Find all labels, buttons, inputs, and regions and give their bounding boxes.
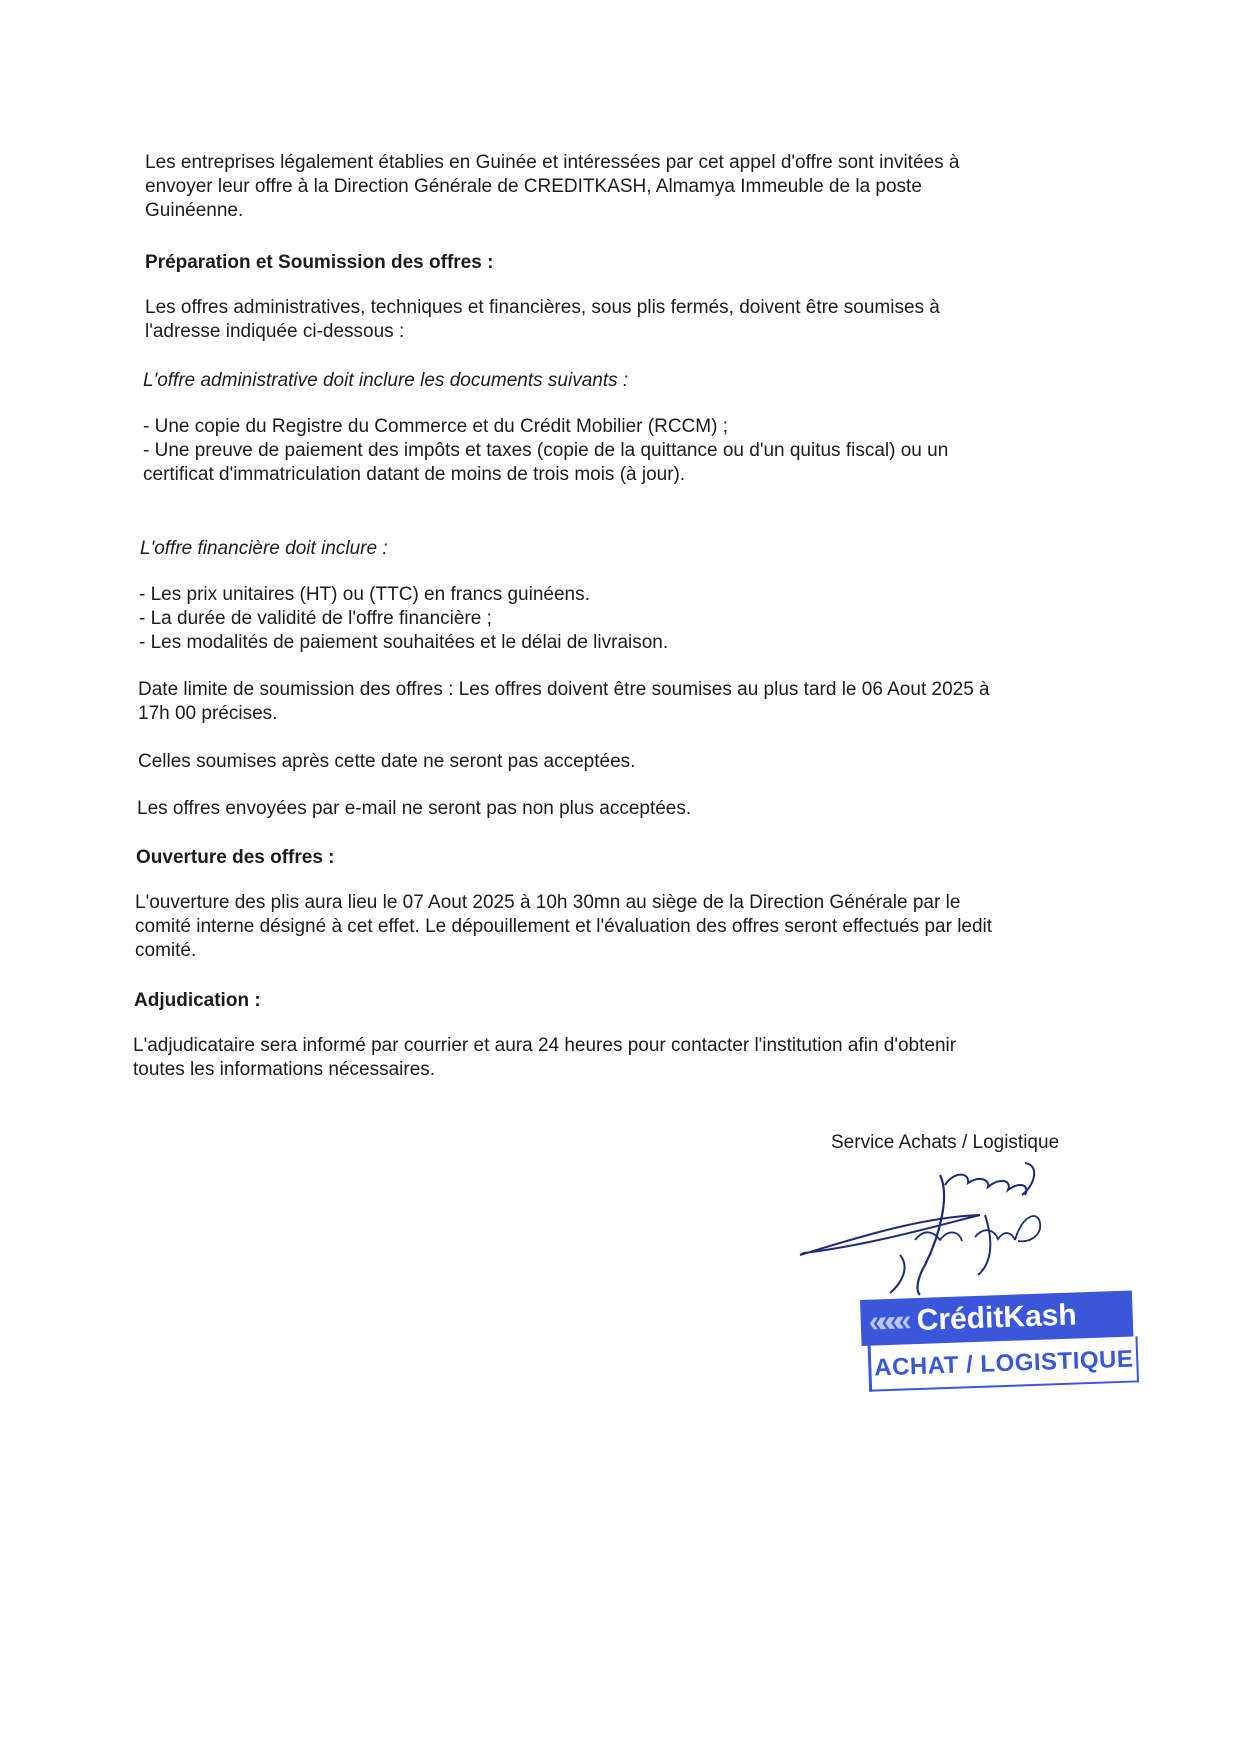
award-paragraph bbox=[133, 1034, 956, 1082]
text-line: Les offres administratives, techniques et financières, sous plis fermés, doivent être soumises à bbox=[145, 297, 940, 318]
preparation-paragraph bbox=[145, 296, 940, 344]
opening-paragraph bbox=[135, 891, 992, 963]
text-line: Date limite de soumission des offres : Les offres doivent être soumises au plus tard le 06 Aout 2025 à bbox=[138, 679, 990, 700]
deadline-paragraph bbox=[138, 678, 990, 726]
text-line: L'adjudicataire sera informé par courrier et aura 24 heures pour contacter l'institution afin d'obtenir bbox=[133, 1035, 957, 1056]
award-heading: Adjudication : bbox=[134, 990, 261, 1011]
list-item: - Une copie du Registre du Commerce et du Crédit Mobilier (RCCM) ; bbox=[143, 416, 728, 437]
administrative-list bbox=[143, 415, 948, 487]
text-line: Les entreprises légalement établies en Guinée et intéressées par cet appel d'offre sont invitées à bbox=[145, 152, 960, 173]
email-notice: Les offres envoyées par e-mail ne seront pas non plus acceptées. bbox=[137, 798, 692, 819]
list-item: - Les prix unitaires (HT) ou (TTC) en francs guinéens. bbox=[139, 584, 590, 605]
stamp-brand-text: CréditKash bbox=[916, 1298, 1078, 1338]
text-line: 17h 00 précises. bbox=[138, 703, 278, 724]
late-submission-notice: Celles soumises après cette date ne seront pas acceptées. bbox=[138, 751, 636, 772]
stamp-department-text: ACHAT / LOGISTIQUE bbox=[868, 1336, 1139, 1391]
list-item: - Les modalités de paiement souhaitées et le délai de livraison. bbox=[139, 632, 669, 653]
handwritten-signature bbox=[790, 1155, 1070, 1305]
text-line: comité interne désigné à cet effet. Le dépouillement et l'évaluation des offres seront effectués par ledit bbox=[135, 916, 993, 937]
text-line: envoyer leur offre à la Direction Générale de CREDITKASH, Almamya Immeuble de la poste bbox=[145, 176, 922, 197]
list-item: certificat d'immatriculation datant de moins de trois mois (à jour). bbox=[143, 464, 686, 485]
text-line: toutes les informations nécessaires. bbox=[133, 1059, 436, 1080]
preparation-heading: Préparation et Soumission des offres : bbox=[145, 252, 494, 273]
financial-heading: L'offre financière doit inclure : bbox=[140, 538, 388, 559]
text-line: Guinéenne. bbox=[145, 200, 244, 221]
company-stamp bbox=[860, 1290, 1143, 1400]
chevron-logo-icon: «««« bbox=[868, 1304, 905, 1339]
text-line: l'adresse indiquée ci-dessous : bbox=[145, 321, 405, 342]
service-signature-label: Service Achats / Logistique bbox=[831, 1132, 1060, 1153]
text-line: comité. bbox=[135, 940, 197, 961]
financial-list bbox=[139, 583, 668, 655]
intro-paragraph bbox=[145, 151, 959, 223]
administrative-heading: L'offre administrative doit inclure les documents suivants : bbox=[143, 370, 629, 391]
list-item: - La durée de validité de l'offre financière ; bbox=[139, 608, 492, 629]
text-line: L'ouverture des plis aura lieu le 07 Aout 2025 à 10h 30mn au siège de la Direction Générale par le bbox=[135, 892, 961, 913]
list-item: - Une preuve de paiement des impôts et taxes (copie de la quittance ou d'un quitus fiscal) ou un bbox=[143, 440, 949, 461]
opening-heading: Ouverture des offres : bbox=[136, 847, 335, 868]
